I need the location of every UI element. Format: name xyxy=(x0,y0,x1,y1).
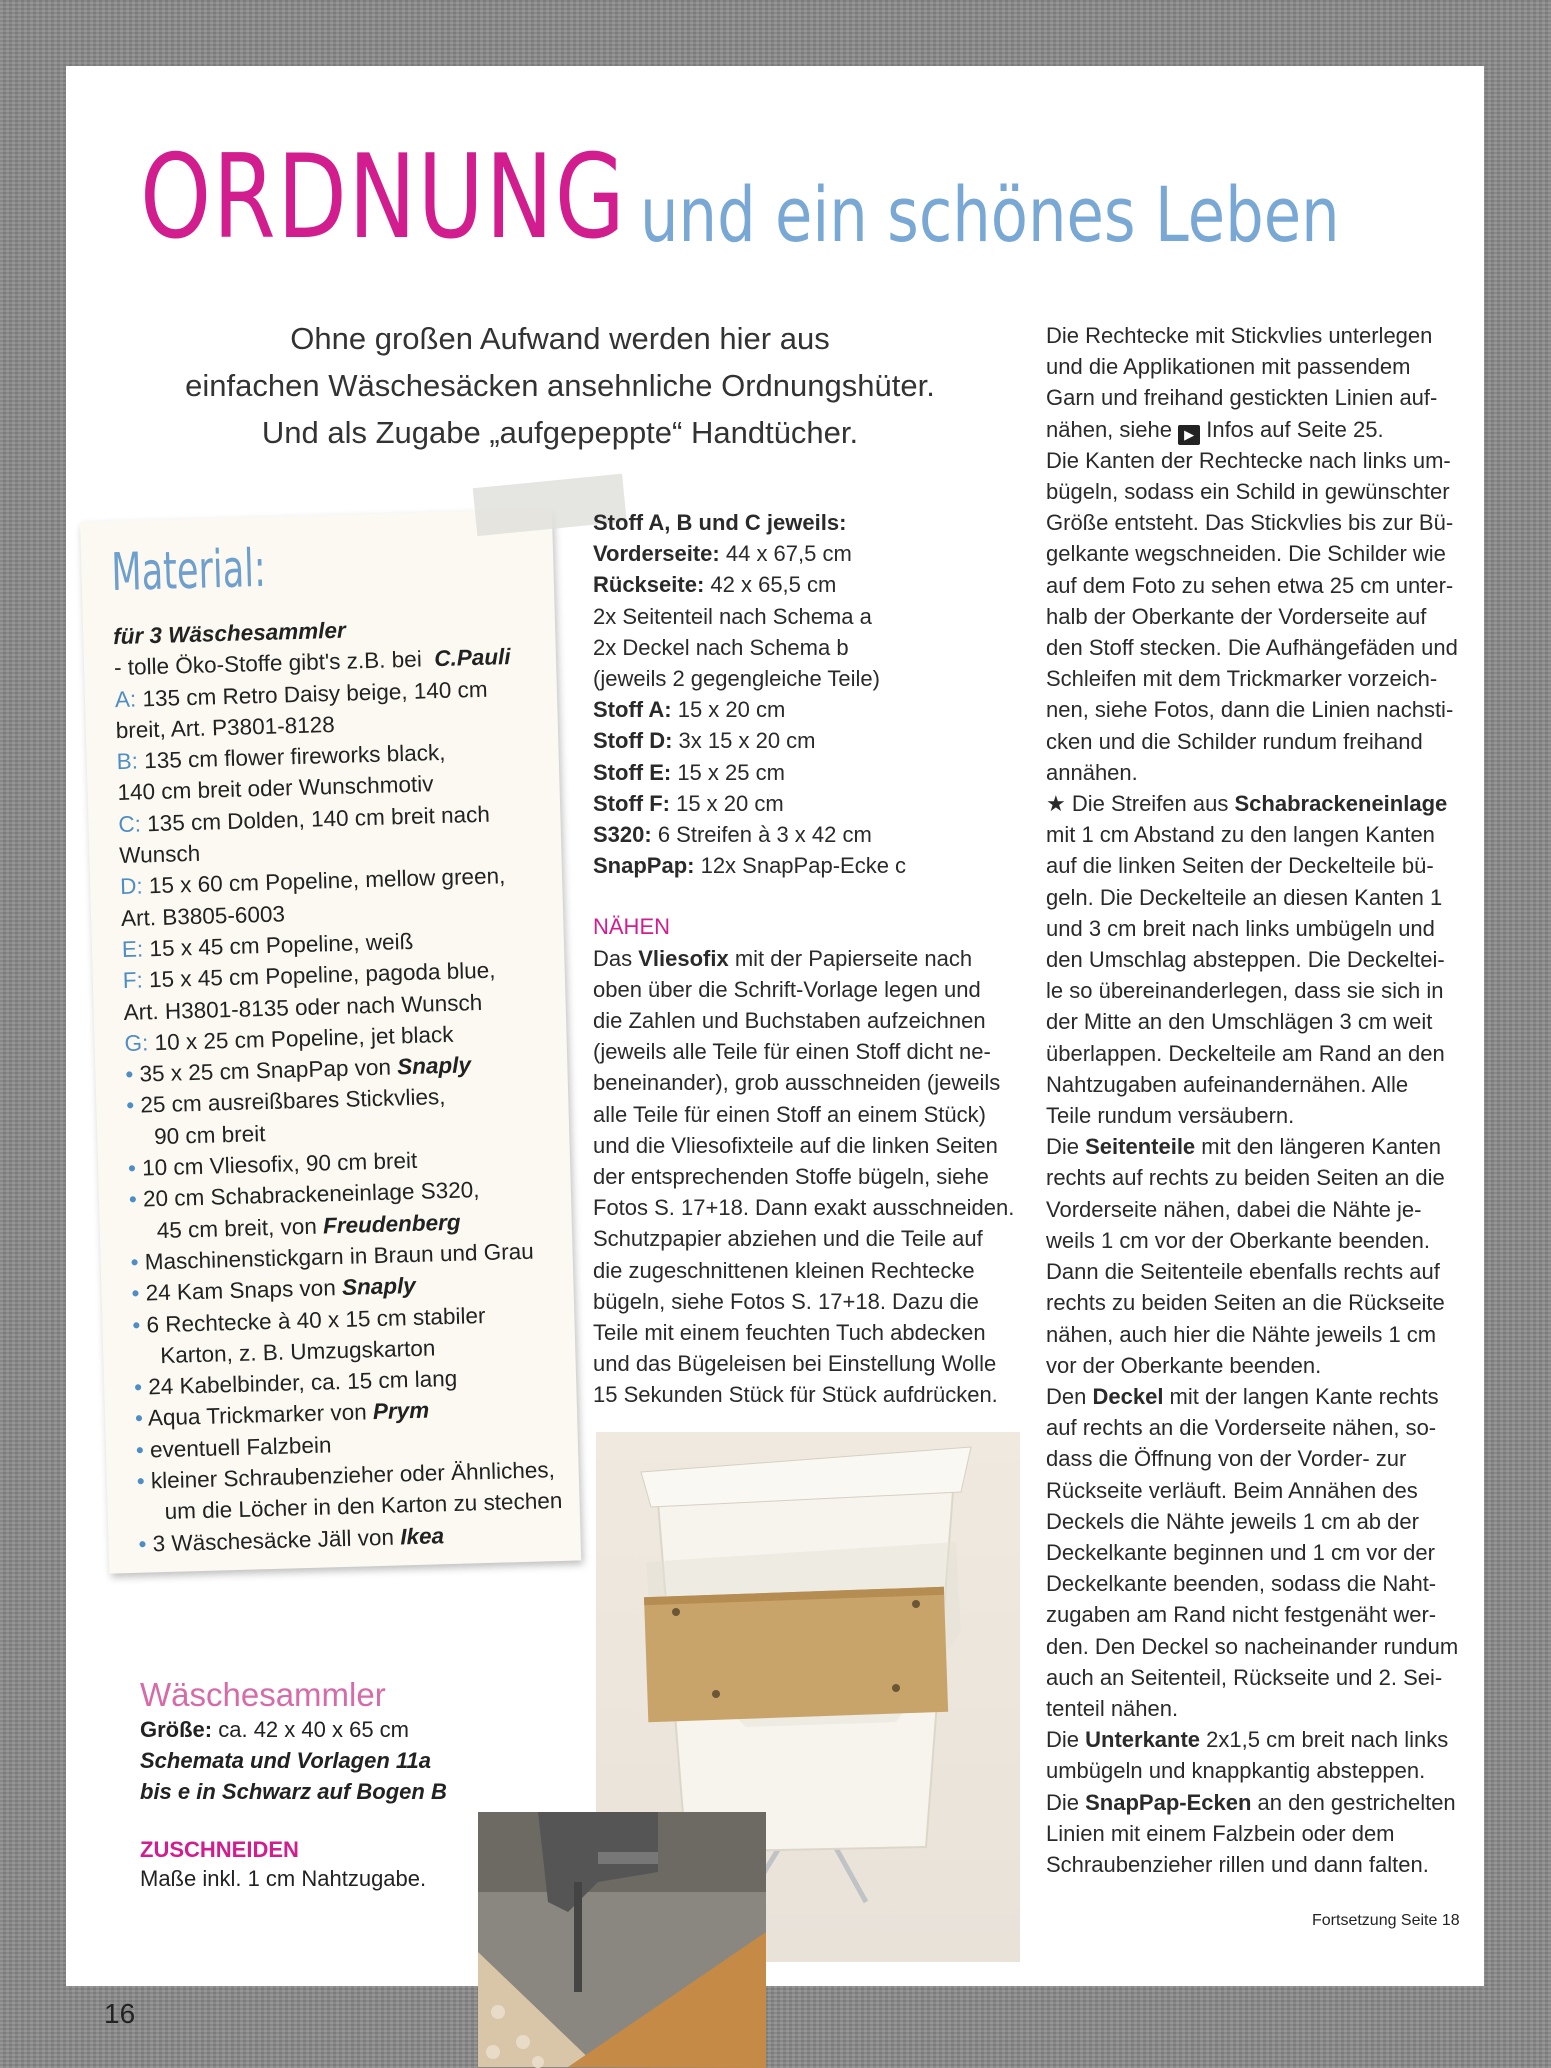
stoff-value: 44 x 67,5 cm xyxy=(719,541,852,567)
stoff-line xyxy=(593,538,1023,569)
bullet-icon: • xyxy=(125,1061,140,1088)
instruction-line: rechts zu beiden Seiten an die Rückseite xyxy=(1046,1290,1445,1316)
instruction-line: zugaben am Rand nicht festgenäht wer- xyxy=(1046,1602,1437,1628)
material-title: Material: xyxy=(110,538,267,604)
title-part2: und ein schönes Leben xyxy=(640,170,1340,259)
instruction-line: den Stoff stecken. Die Aufhängefäden und xyxy=(1046,635,1458,661)
material-card xyxy=(80,509,581,1574)
instruction-line: Die Seitenteile mit den längeren Kanten xyxy=(1046,1134,1442,1160)
bullet-icon: • xyxy=(136,1468,152,1494)
naehen-line: oben über die Schrift-Vorlage legen und xyxy=(593,976,981,1002)
bullet-icon: • xyxy=(131,1280,147,1307)
material-text: 15 x 45 cm Popeline, weiß xyxy=(149,928,414,962)
brand-name: Snaply xyxy=(396,1052,472,1080)
stoff-value: 3x 15 x 20 cm xyxy=(672,728,816,754)
naehen-line: die zugeschnittenen kleinen Rechtecke xyxy=(593,1257,975,1283)
stoff-label: Rückseite: xyxy=(593,572,705,598)
instruction-line: Rückseite verläuft. Beim Annähen des xyxy=(1046,1477,1418,1503)
material-text: 15 x 45 cm Popeline, pagoda blue, xyxy=(148,957,496,993)
stoff-column xyxy=(593,507,1023,1411)
material-key: G: xyxy=(124,1030,149,1056)
film-icon: ▶ xyxy=(1178,425,1200,445)
stoff-line xyxy=(593,632,1023,663)
stoff-value: 15 x 20 cm xyxy=(669,790,784,816)
bullet-text: 25 cm ausreißbares Stickvlies, xyxy=(140,1084,446,1118)
material-text: breit, Art. P3801-8128 xyxy=(115,711,336,743)
instruction-line: und die Applikationen mit passendem xyxy=(1046,354,1411,380)
schema-line xyxy=(140,1745,470,1776)
instruction-line: geln. Die Deckelteile an diesen Kanten 1 xyxy=(1046,884,1443,910)
instruction-line: cken und die Schilder rundum freihand xyxy=(1046,728,1423,754)
stoff-value: 6 Streifen à 3 x 42 cm xyxy=(651,822,872,848)
stoff-value: 12x SnapPap-Ecke c xyxy=(694,853,907,879)
material-key: E: xyxy=(121,936,144,962)
instruction-line: Deckelkante beginnen und 1 cm vor der xyxy=(1046,1539,1435,1565)
instruction-line: rechts auf rechts zu beiden Seiten an die xyxy=(1046,1165,1445,1191)
brand-name: Ikea xyxy=(399,1522,445,1550)
intro-line: einfachen Wäschesäcken ansehnliche Ordnungshüter. xyxy=(185,368,935,403)
instruction-line: weils 1 cm vor der Oberkante beenden. xyxy=(1046,1227,1430,1253)
instruction-line: Die SnapPap-Ecken an den gestrichelten xyxy=(1046,1789,1456,1815)
intro-text xyxy=(160,315,960,456)
stoff-line xyxy=(593,757,1023,788)
instruction-line: Dann die Seitenteile ebenfalls rechts auf xyxy=(1046,1259,1440,1285)
waeschesammler-box xyxy=(140,1676,470,1894)
instruction-line: gelkante wegschneiden. Die Schilder wie xyxy=(1046,541,1446,567)
material-text: 140 cm breit oder Wunschmotiv xyxy=(117,771,434,806)
material-text: 10 x 25 cm Popeline, jet black xyxy=(154,1021,454,1055)
stoff-line xyxy=(593,663,1023,694)
instruction-line: halb der Oberkante der Vorderseite auf xyxy=(1046,603,1427,629)
size-label: Größe: xyxy=(140,1717,213,1742)
naehen-line: (jeweils alle Teile für einen Stoff dicht ne- xyxy=(593,1039,991,1065)
bullet-text: eventuell Falzbein xyxy=(149,1432,332,1463)
brand-name: Prym xyxy=(372,1398,430,1425)
stoff-line xyxy=(593,725,1023,756)
instruction-line: Die Kanten der Rechtecke nach links um- xyxy=(1046,447,1451,473)
instruction-line: den Umschlag absteppen. Die Deckeltei- xyxy=(1046,947,1445,973)
instruction-line: der Mitte an den Umschlägen 3 cm weit xyxy=(1046,1009,1433,1035)
instruction-line: Vorderseite nähen, dabei die Nähte je- xyxy=(1046,1196,1422,1222)
bullet-icon: • xyxy=(130,1249,146,1275)
material-subtitle: für 3 Wäschesammler xyxy=(112,617,347,650)
stoff-value: 2x Deckel nach Schema b xyxy=(593,634,849,660)
schema-text-1: Schemata und Vorlagen 11a xyxy=(140,1748,431,1773)
instruction-line: annähen. xyxy=(1046,759,1138,785)
title-part1: ORDNUNG xyxy=(140,130,627,265)
naehen-line: bügeln, siehe Fotos S. 17+18. Dazu die xyxy=(593,1288,979,1314)
brand-name: Snaply xyxy=(341,1273,417,1301)
instruction-line: Garn und freihand gestickten Linien auf- xyxy=(1046,385,1438,411)
naehen-line: und die Vliesofixteile auf die linken Seiten xyxy=(593,1132,998,1158)
naehen-line: Fotos S. 17+18. Dann exakt ausschneiden. xyxy=(593,1195,1015,1221)
instruction-line: Nahtzugaben aufeinandernähen. Alle xyxy=(1046,1071,1409,1097)
naehen-line: alle Teile für einen Stoff an einem Stück) xyxy=(593,1101,986,1127)
material-key: D: xyxy=(119,873,144,900)
instruction-line: Schleifen mit dem Trickmarker vorzeich- xyxy=(1046,666,1438,692)
instruction-line: auf dem Foto zu sehen etwa 25 cm unter- xyxy=(1046,572,1454,598)
page-title xyxy=(140,130,1340,265)
stoff-label: Stoff A: xyxy=(593,697,672,723)
instruction-line: tenteil nähen. xyxy=(1046,1695,1179,1721)
instruction-line: Teile rundum versäubern. xyxy=(1046,1103,1295,1129)
instruction-line: le so übereinanderlegen, dass sie sich in xyxy=(1046,978,1444,1004)
stoff-line xyxy=(593,694,1023,725)
instruction-line: Deckelkante beenden, sodass die Naht- xyxy=(1046,1571,1437,1597)
bullet-text: 6 Rechtecke à 40 x 15 cm stabiler xyxy=(146,1302,486,1337)
cut-text: Maße inkl. 1 cm Nahtzugabe. xyxy=(140,1866,427,1891)
intro-line: Und als Zugabe „aufgepeppte“ Handtücher. xyxy=(261,415,859,450)
material-key: F: xyxy=(122,967,144,994)
material-key: B: xyxy=(116,748,139,775)
instruction-line: Die Unterkante 2x1,5 cm breit nach links xyxy=(1046,1727,1449,1753)
instruction-line: Die Rechtecke mit Stickvlies unterlegen xyxy=(1046,323,1433,348)
instruction-line: überlappen. Deckelteile am Rand an den xyxy=(1046,1040,1445,1066)
instruction-line: auch an Seitenteil, Rückseite und 2. Sei- xyxy=(1046,1664,1443,1690)
bullet-text: 10 cm Vliesofix, 90 cm breit xyxy=(141,1147,418,1181)
stoff-value: 42 x 65,5 cm xyxy=(704,572,837,598)
bullet-icon: • xyxy=(127,1155,143,1181)
bullet-icon: • xyxy=(138,1530,154,1557)
schema-text-2: bis e in Schwarz auf Bogen B xyxy=(140,1779,447,1804)
instruction-line: ★ Die Streifen aus Schabrackeneinlage xyxy=(1046,791,1448,817)
material-text: Art. H3801-8135 oder nach Wunsch xyxy=(123,989,483,1025)
stoff-label: S320: xyxy=(593,822,652,848)
instruction-line: Linien mit einem Falzbein oder dem xyxy=(1046,1820,1395,1846)
material-text: Wunsch xyxy=(118,840,201,869)
instruction-line: Deckels die Nähte jeweils 1 cm ab der xyxy=(1046,1508,1419,1534)
stoff-value: 2x Seitenteil nach Schema a xyxy=(593,603,872,629)
instruction-line: nähen, siehe ▶ Infos auf Seite 25. xyxy=(1046,414,1470,445)
stoff-label: Stoff E: xyxy=(593,759,672,785)
instruction-line: den. Den Deckel so nacheinander rundum xyxy=(1046,1633,1459,1659)
intro-line: Ohne großen Aufwand werden hier aus xyxy=(290,321,830,356)
material-text: 135 cm flower fireworks black, xyxy=(143,740,446,774)
source-prefix: - tolle Öko-Stoffe gibt's z.B. bei xyxy=(113,646,423,681)
bullet-icon: • xyxy=(135,1437,151,1463)
naehen-line: und das Bügeleisen bei Einstellung Wolle xyxy=(593,1351,997,1377)
stoff-value: 15 x 20 cm xyxy=(671,697,786,723)
stoff-label: Vorderseite: xyxy=(593,541,720,567)
material-text: Art. B3805-6003 xyxy=(120,901,286,931)
bullet-text: kleiner Schraubenzieher oder Ähnliches, xyxy=(150,1457,556,1494)
page-number: 16 xyxy=(104,1998,136,2029)
size-line xyxy=(140,1714,470,1745)
naehen-line: die Zahlen und Buchstaben aufzeichnen xyxy=(593,1008,986,1034)
cut-heading: ZUSCHNEIDEN xyxy=(140,1837,299,1862)
bullet-text: 45 cm breit, von xyxy=(156,1213,324,1243)
bullet-text: 3 Wäschesäcke Jäll von xyxy=(152,1524,401,1556)
stoff-value: (jeweils 2 gegengleiche Teile) xyxy=(593,666,880,692)
naehen-line: Schutzpapier abziehen und die Teile auf xyxy=(593,1226,983,1252)
bullet-text: 24 Kam Snaps von xyxy=(145,1275,343,1306)
bullet-text: Aqua Trickmarker von xyxy=(147,1399,374,1431)
stoff-line xyxy=(593,569,1023,600)
stoff-label: SnapPap: xyxy=(593,853,695,879)
schema-line xyxy=(140,1776,470,1807)
instruction-line: auf die linken Seiten der Deckelteile bü- xyxy=(1046,853,1434,879)
naehen-line: 15 Sekunden Stück für Stück aufdrücken. xyxy=(593,1382,998,1408)
material-text: 135 cm Dolden, 140 cm breit nach xyxy=(146,801,491,837)
bullet-text: Karton, z. B. Umzugskarton xyxy=(159,1335,436,1368)
bullet-text: 90 cm breit xyxy=(153,1120,266,1149)
instruction-line: vor der Oberkante beenden. xyxy=(1046,1352,1322,1378)
stoff-label: Stoff F: xyxy=(593,790,670,816)
bullet-icon: • xyxy=(132,1311,147,1338)
instructions-column xyxy=(1046,320,1470,1880)
sewing-machine-photo xyxy=(478,1812,766,2068)
naehen-line: beneinander), grob ausschneiden (jeweils xyxy=(593,1070,1001,1096)
naehen-line: Teile mit einem feuchten Tuch abdecken xyxy=(593,1320,986,1346)
material-text: 135 cm Retro Daisy beige, 140 cm xyxy=(142,676,488,711)
bullet-icon: • xyxy=(134,1405,149,1432)
stoff-line xyxy=(593,788,1023,819)
instruction-line: nähen, auch hier die Nähte jeweils 1 cm xyxy=(1046,1321,1437,1347)
bullet-text: 24 Kabelbinder, ca. 15 cm lang xyxy=(147,1365,458,1400)
material-text: 15 x 60 cm Popeline, mellow green, xyxy=(148,863,506,899)
instruction-line: bügeln, sodass ein Schild in gewünschter xyxy=(1046,479,1450,505)
instruction-line: dass die Öffnung von der Vorder- zur xyxy=(1046,1446,1407,1472)
instruction-line: und 3 cm breit nach links umbügeln und xyxy=(1046,915,1435,941)
bullet-text: Maschinenstickgarn in Braun und Grau xyxy=(144,1238,534,1275)
instruction-line: auf rechts an die Vorderseite nähen, so- xyxy=(1046,1415,1437,1441)
stoff-line xyxy=(593,601,1023,632)
bullet-text: um die Löcher in den Karton zu stechen xyxy=(164,1488,563,1525)
material-list xyxy=(113,609,579,1560)
stoff-value: 15 x 25 cm xyxy=(671,759,785,785)
instruction-line: Schraubenzieher rillen und dann falten. xyxy=(1046,1851,1429,1877)
bullet-text: 35 x 25 cm SnapPap von xyxy=(139,1054,398,1087)
bullet-icon: • xyxy=(133,1374,149,1400)
naehen-heading: NÄHEN xyxy=(593,914,671,940)
instruction-line: umbügeln und knappkantig absteppen. xyxy=(1046,1758,1426,1784)
brand-name: Freudenberg xyxy=(322,1209,461,1239)
source-brand: C.Pauli xyxy=(433,644,511,672)
stoff-label: Stoff D: xyxy=(593,728,673,754)
stoff-line xyxy=(593,850,1023,881)
bullet-icon: • xyxy=(125,1092,141,1119)
stoff-line xyxy=(593,819,1023,850)
size-value: ca. 42 x 40 x 65 cm xyxy=(212,1717,409,1742)
stoff-heading: Stoff A, B und C jeweils: xyxy=(593,510,847,535)
bullet-text: 20 cm Schabrackeneinlage S320, xyxy=(142,1177,480,1212)
material-key: C: xyxy=(118,811,142,837)
instruction-line: Größe entsteht. Das Stickvlies bis zur Bü- xyxy=(1046,510,1454,536)
naehen-line: der entsprechenden Stoffe bügeln, siehe xyxy=(593,1164,989,1190)
instruction-line: mit 1 cm Abstand zu den langen Kanten xyxy=(1046,822,1435,848)
instruction-line: nen, siehe Fotos, dann die Linien nachsti- xyxy=(1046,697,1454,723)
instruction-line: Den Deckel mit der langen Kante rechts xyxy=(1046,1383,1439,1409)
continuation-note: Fortsetzung Seite 18 xyxy=(1312,1912,1460,1929)
bullet-icon: • xyxy=(128,1186,144,1213)
naehen-line: Das Vliesofix mit der Papierseite nach xyxy=(593,945,973,971)
material-key: A: xyxy=(114,686,137,712)
waeschesammler-title: Wäschesammler xyxy=(140,1676,386,1713)
sewing-illustration xyxy=(478,1812,766,2068)
